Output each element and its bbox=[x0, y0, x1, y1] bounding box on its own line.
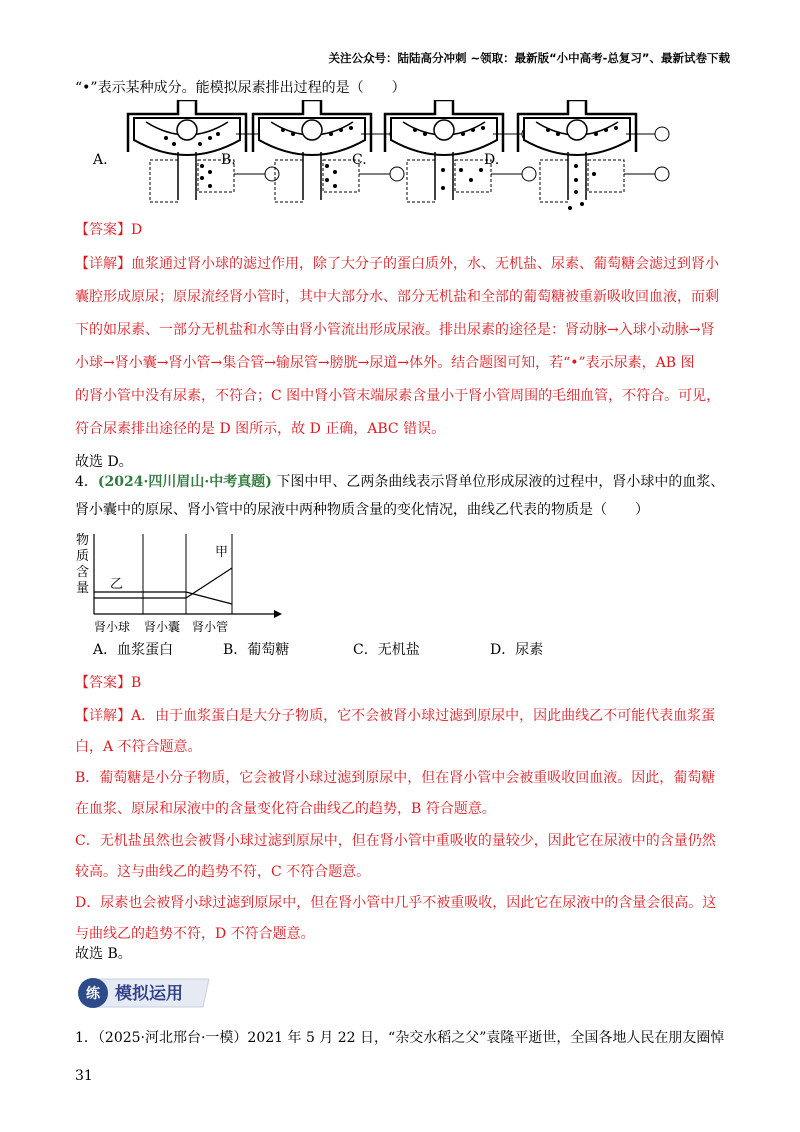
q3-answer bbox=[75, 220, 735, 240]
option-b: B．葡萄糖 bbox=[223, 642, 290, 658]
series-label-jia: 甲 bbox=[215, 545, 229, 560]
page-number: 31 bbox=[75, 1068, 93, 1084]
analysis-text: A．由于血浆蛋白是大分子物质，它不会被肾小球过滤到原尿中，因此曲线乙不可能代表血浆蛋 bbox=[131, 708, 716, 724]
option-label-d: D. bbox=[484, 152, 500, 168]
q3-analysis-line: 的肾小管中没有尿素，不符合；C 图中肾小管末端尿素含量小于肾小管周围的毛细血管，不符合。可见， bbox=[75, 388, 721, 404]
q4-analysis-line: 与曲线乙的趋势不符，D 不符合题意。 bbox=[75, 926, 315, 942]
series-label-yi: 乙 bbox=[110, 577, 124, 592]
answer-label: 【答案】 bbox=[75, 222, 131, 238]
q4-analysis-line: 白，A 不符合题意。 bbox=[75, 739, 202, 755]
analysis-label: 【详解】 bbox=[75, 256, 131, 272]
q4-analysis-line: B．葡萄糖是小分子物质，它会被肾小球过滤到原尿中，但在肾小管中会被重吸收回血液。因此，葡萄糖 bbox=[75, 770, 716, 786]
option-label-c: C. bbox=[352, 152, 367, 168]
q4-conclusion: 故选 B。 bbox=[75, 946, 132, 962]
substance-chart bbox=[70, 528, 290, 636]
x-tick-label: 肾小囊 bbox=[144, 620, 181, 634]
q3-analysis-line: 囊腔形成原尿；原尿流经肾小管时，其中大部分水、部分无机盐和全部的葡萄糖被重新吸收回血液，而剩 bbox=[75, 289, 719, 305]
banner-title: 模拟运用 bbox=[115, 984, 183, 1004]
q4-analysis-line bbox=[75, 706, 735, 726]
q4-source: (2024·四川眉山·中考真题) bbox=[97, 474, 272, 490]
q4-analysis-line: 较高。这与曲线乙的趋势不符，C 不符合题意。 bbox=[75, 864, 371, 880]
answer-value: B bbox=[131, 675, 142, 691]
q4-answer bbox=[75, 673, 735, 693]
x-axis-arrow bbox=[274, 610, 282, 618]
q3-conclusion: 故选 D。 bbox=[75, 454, 133, 470]
page-header: 关注公众号：陆陆高分冲刺 ~领取：最新版“小中高考-总复习”、最新试卷下载 bbox=[328, 51, 730, 65]
q3-stem: “•”表示某种成分。能模拟尿素排出过程的是（ ） bbox=[75, 80, 406, 96]
next-question-stem: 1．（2025·河北邢台·一模）2021 年 5 月 22 日，“杂交水稻之父”袁隆平逝世，全国各地人民在朋友圈悼 bbox=[75, 1030, 725, 1046]
answer-label: 【答案】 bbox=[75, 675, 131, 691]
y-axis-label-1: 物 bbox=[76, 533, 90, 548]
banner-icon-char: 练 bbox=[86, 986, 100, 1002]
q3-analysis-line: 下的如尿素、一部分无机盐和水等由肾小管流出形成尿液。排出尿素的途径是：肾动脉→入球小动脉→肾 bbox=[75, 322, 715, 338]
q4-stem-line2: 肾小囊中的原尿、肾小管中的尿液中两种物质含量的变化情况，曲线乙代表的物质是（ ） bbox=[75, 502, 649, 518]
option-a: A．血浆蛋白 bbox=[93, 642, 174, 658]
nephron-diagram-d bbox=[508, 100, 678, 210]
analysis-text: 血浆通过肾小球的滤过作用，除了大分子的蛋白质外，水、无机盐、尿素、葡萄糖会滤过到肾小 bbox=[131, 256, 719, 272]
q3-analysis-line: 符合尿素排出途径的是 D 图所示，故 D 正确，ABC 错误。 bbox=[75, 421, 446, 437]
section-banner bbox=[75, 975, 215, 1011]
x-tick-label: 肾小管 bbox=[192, 620, 229, 634]
q4-analysis-line: 在血浆、原尿和尿液中的含量变化符合曲线乙的趋势，B 符合题意。 bbox=[75, 801, 496, 817]
q3-analysis-line: 小球→肾小囊→肾小管→集合管→输尿管→膀胱→尿道→体外。结合题图可知，若“•”表示尿素，AB 图 bbox=[75, 355, 695, 371]
q4-analysis-line: C．无机盐虽然也会被肾小球过滤到原尿中，但在肾小管中重吸收的量较少，因此它在尿液中的含量仍然 bbox=[75, 833, 716, 849]
q3-analysis-line bbox=[75, 254, 735, 274]
q4-number: 4． bbox=[75, 474, 98, 490]
answer-value: D bbox=[131, 222, 143, 238]
analysis-label: 【详解】 bbox=[75, 708, 131, 724]
option-label-a: A. bbox=[93, 152, 108, 168]
x-tick-label: 肾小球 bbox=[94, 620, 131, 634]
q4-analysis-line: D．尿素也会被肾小球过滤到原尿中，但在肾小管中几乎不被重吸收，因此它在尿液中的含量会很高。这 bbox=[75, 895, 717, 911]
y-axis-label-2: 质 bbox=[76, 549, 90, 564]
y-axis-label-3: 含 bbox=[76, 565, 90, 580]
q4-stem-text: 下图中甲、乙两条曲线表示肾单位形成尿液的过程中，肾小球中的血浆、 bbox=[276, 474, 725, 490]
y-axis-label-4: 量 bbox=[76, 581, 90, 596]
option-d: D．尿素 bbox=[490, 642, 544, 658]
option-c: C．无机盐 bbox=[353, 642, 420, 658]
option-label-b: B. bbox=[221, 152, 236, 168]
q4-stem bbox=[75, 472, 735, 492]
